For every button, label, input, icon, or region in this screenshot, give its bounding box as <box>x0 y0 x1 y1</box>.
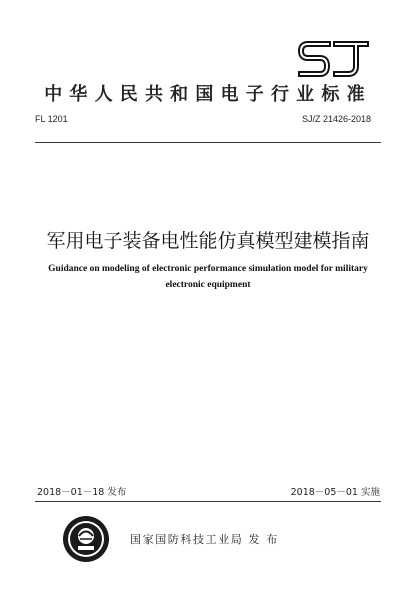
classification-code: FL 1201 <box>35 114 68 124</box>
english-title-line-2: electronic equipment <box>165 280 251 290</box>
document-title-chinese: 军用电子装备电性能仿真模型建模指南 <box>46 230 370 252</box>
sj-logo-icon <box>298 36 372 82</box>
implement-date: 2018－05－01 实施 <box>290 487 380 498</box>
header-divider <box>35 142 381 143</box>
seal-emblem-icon <box>62 515 110 563</box>
document-title-english <box>30 261 386 293</box>
issuer: 国家国防科技工业局 发 布 <box>130 533 279 546</box>
publish-date: 2018－01－18 发布 <box>37 487 127 498</box>
sj-logo <box>298 36 372 82</box>
footer-divider <box>35 501 381 502</box>
standard-category-title: 中华人民共和国电子行业标准 <box>44 84 372 105</box>
issuer-seal <box>62 515 110 563</box>
english-title-line-1: Guidance on modeling of electronic performance simulation model for military <box>48 264 368 274</box>
standard-number: SJ/Z 21426-2018 <box>301 114 371 124</box>
